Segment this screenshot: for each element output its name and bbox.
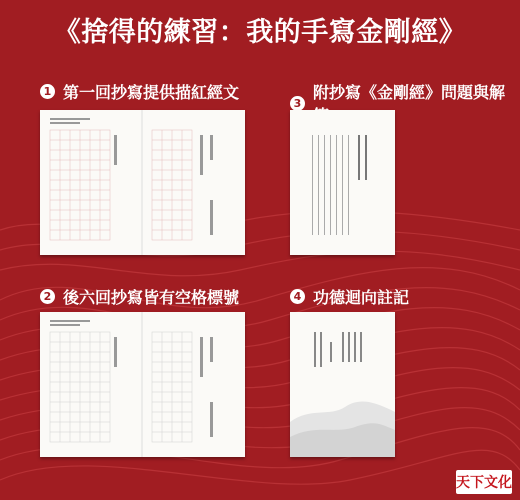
book-spread-tracing <box>40 110 245 255</box>
section-2-label: 後六回抄寫皆有空格標號 <box>63 288 240 307</box>
book-spread-blank-grid <box>40 312 245 457</box>
section-4-heading <box>290 285 409 308</box>
section-4-number: 4 <box>290 289 305 304</box>
page-title: 《捨得的練習：我的手寫金剛經》 <box>53 17 467 48</box>
section-1-label: 第一回抄寫提供描紅經文 <box>63 83 240 102</box>
publisher-logo: 天下文化 <box>456 470 512 494</box>
section-2-number: 2 <box>40 289 55 304</box>
qa-page <box>290 110 395 255</box>
section-4-label: 功德迴向註記 <box>313 288 410 307</box>
section-3-number: 3 <box>290 96 305 111</box>
dedication-page <box>290 312 395 457</box>
section-1-heading <box>40 80 239 103</box>
section-2-heading <box>40 285 239 308</box>
section-1-number: 1 <box>40 84 55 99</box>
section-3-label: 附抄寫《金剛經》問題與解 <box>312 83 505 102</box>
